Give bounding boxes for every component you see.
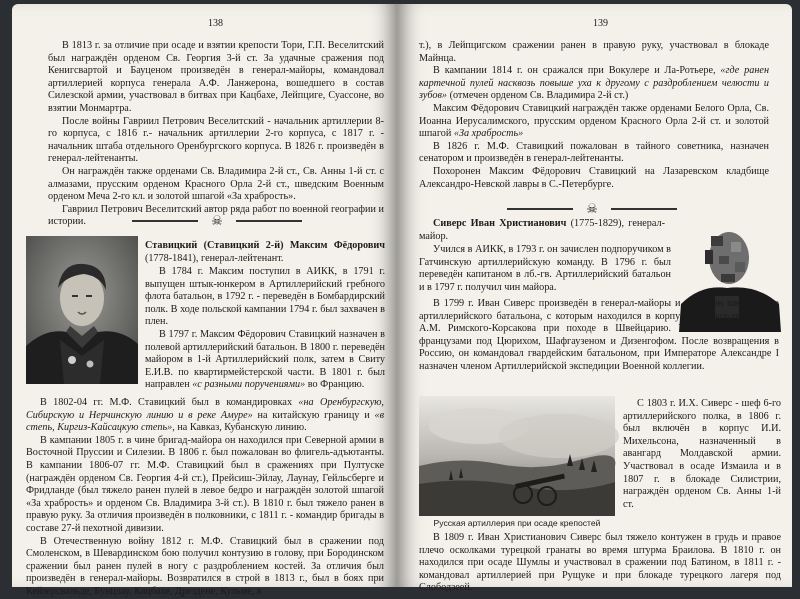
page-number-right: 139 xyxy=(593,18,608,29)
sivers-text-full xyxy=(419,298,779,374)
paragraph xyxy=(419,65,769,103)
paragraph: Учился в АИКК, в 1793 г. он зачислен подпоручиком в Гатчинскую артиллерийскую команду. В 1796 г. был переведён капитаном в лб.-гв. Артиллерийский батальон и в 1797 г. получил чин майора. xyxy=(419,244,671,293)
sivers-name: Сиверс Иван Христианович xyxy=(433,218,567,229)
paragraph-text: Максим Фёдорович Ставицкий награждён также орденами Белого Орла, Св. Иоанна Иерусалимского, прусским орденом Красного Орла 2-й ст. и золотой шпагой xyxy=(419,102,769,140)
left-intro-text xyxy=(48,40,384,229)
sivers-side-text xyxy=(623,398,781,511)
paragraph-text: на китайскую границу и xyxy=(252,409,375,421)
sivers-text-column xyxy=(419,244,671,294)
stavitsky-name: Ставицкий (Ставицкий 2-й) Максим Фёдорович xyxy=(145,240,385,251)
right-page xyxy=(397,4,792,594)
paragraph-text: (отмечен орденом Св. Владимира 2-й ст.) xyxy=(447,90,629,102)
quote: «где ранен картечной пулей насквозь повыше уха к другому с раздроблением челюсти и зубов» xyxy=(419,65,770,102)
photo-caption: Русская артиллерия при осаде крепостей xyxy=(433,518,601,528)
stavitsky-dates: (1778-1841), генерал-лейтенант. xyxy=(145,252,284,264)
paragraph: В 1809 г. Иван Христианович Сиверс был тяжело контужен в грудь и правое плечо осколками турецкой гранаты во время штурма Браилова. В 1810 г. он находился при осаде Шумлы и участвовал в сражении под Батином, в 1811 г. - командовал артиллерией при Рущуке и при блокаде турецкого лагеря под Слободзеей. xyxy=(419,532,781,594)
paragraph: В Отечественную войну 1812 г. М.Ф. Ставицкий был в сражении под Смоленском, в Шевардинском бою получил контузию в голову, при Бородинском сражении был ранен пулей в ногу с раздроблением костей. За отличия был произведён в генерал-майоры. Возвратился в строй в 1813 г., был в боях при Кейзерсвальде, Бунцлау, Кацбахе, Дрездене, Кульме, в xyxy=(26,535,384,597)
paragraph: В 1813 г. за отличие при осаде и взятии крепости Тори, Г.П. Веселитский был награждён орденом Св. Георгия 3-й ст. За удачные сражения под Кенигсвартой и Бауценом произведён в генерал-майоры, командовал артиллерией корпуса генерала А.Ф. Ланжерона, вошедшего в состав Силезской армии, участвовал в битвах при Кацбахе, Лейпциге, Суассоне, во взятии Монмартра. xyxy=(48,40,384,114)
section-divider xyxy=(132,214,302,228)
quote: «За храбрость» xyxy=(453,128,524,140)
paragraph xyxy=(26,397,384,435)
paragraph: С 1803 г. И.Х. Сиверс - шеф 6-го артиллерийского полка, в 1806 г. был включён в корпус И.И. Михельсона, назначенный в авангард Молдавской армии. Участвовал в осаде Измаила и в 1807 г. в блокаде Силистрии, награждён орденом Св. Анны 1-й ст. xyxy=(623,398,781,510)
section-divider xyxy=(507,202,677,216)
paragraph-text: В кампании 1814 г. он сражался при Вокулере и Ла-Ротьере, xyxy=(433,65,721,77)
sivers-dates: (1775-1829), генерал-майор. xyxy=(419,218,665,242)
quote: «в степь, Киргиз-Кайсацкую степь» xyxy=(26,409,384,434)
book-spread xyxy=(2,0,798,597)
stavitsky-heading xyxy=(145,240,385,265)
divider-line xyxy=(611,208,677,210)
quote: «с разными поручениями» xyxy=(192,379,306,391)
divider-line xyxy=(507,208,573,210)
divider-line xyxy=(236,220,302,222)
crossed-cannons-emblem-icon: ☠ xyxy=(586,201,598,216)
right-intro-text xyxy=(419,40,769,191)
paragraph: т.), в Лейпцигском сражении ранен в правую руку, участвовал в блокаде Майнца. xyxy=(419,40,769,64)
stavitsky-portrait xyxy=(26,236,138,384)
quote: «на Оренбургскую, Сибирскую и Нерчинскую линию и в реке Амуре» xyxy=(26,397,384,421)
artillery-siege-photo xyxy=(419,396,615,516)
sivers-heading xyxy=(419,218,665,243)
paragraph: После войны Гавриил Петрович Веселитский - начальник артиллерии 8-го корпуса, с 1816 г.- начальник артиллерии 2-го корпуса, с 1817 г. - начальник штаба отдельного Оренбургского корпуса. В 1826 г. произведён в генерал-лейтенанты. xyxy=(48,115,384,165)
paragraph xyxy=(419,103,769,141)
photo-image xyxy=(419,396,615,516)
paragraph-text: во Францию. xyxy=(305,379,365,391)
paragraph-text: , на Кавказ, Кубанскую линию. xyxy=(172,422,307,434)
paragraph-text: В 1797 г. Максим Фёдорович Ставицкий назначен в полевой артиллерийский батальон. В 1800 г. переведён майором в 1-й Артиллерийский полк, затем в Свиту Е.И.В. по квартирмейстерской части. В 1801 г. был направлен xyxy=(145,328,385,391)
paragraph: Он награждён также орденами Св. Владимира 2-й ст., Св. Анны 1-й ст. с алмазами, прусским орденом Красного Орла 2-й ст., шведским Военным орденом Меча 2-го кл. и золотой шпагой «За храбрость». xyxy=(48,165,384,203)
paragraph: В 1784 г. Максим поступил в АИКК, в 1791 г. выпущен штык-юнкером в Артиллерийский гребного флота батальон, в 1792 г. - переведён в Бомбардирский полк. В ходе польской кампании 1794 г. был захвачен в плен. xyxy=(145,266,385,328)
portrait-image xyxy=(26,236,138,384)
paragraph xyxy=(145,329,385,392)
crossed-cannons-emblem-icon: ☠ xyxy=(211,213,223,228)
paragraph-text: В 1802-04 гг. М.Ф. Ставицкий был в командировках xyxy=(40,397,299,408)
left-page xyxy=(12,4,397,597)
paragraph: Гавриил Петрович Веселитский автор ряда работ по военной географии и истории. xyxy=(48,203,384,228)
sivers-bottom-text xyxy=(419,532,781,595)
stavitsky-text-full xyxy=(26,397,384,599)
stavitsky-text-column xyxy=(145,266,385,392)
paragraph: В 1826 г. М.Ф. Ставицкий пожалован в тайного советника, назначен сенатором и произведён в генерал-лейтенанты. xyxy=(419,140,769,165)
paragraph: В кампании 1805 г. в чине бригад-майора он находился при Северной армии в Восточной Пруссии и Силезии. В 1806 г. был пожалован во флигель-адъютанты. В кампании 1806-07 гг. М.Ф. Ставицкий был в сражениях при Пултуске (награждён орденом Св. Георгия 4-й ст.), Прейсиш-Эйлау, Лаунау, Гейльсберге и Фридланде (был тяжело ранен пулей в левое бедро и награждён золотой шпагой «За храбрость» и орденом Св. Владимира 3-й ст.). В 1810 г. был тяжело ранен в правую руку. За отличия произведён в полковники, с 1811 г. - командир бригады в составе 27-й пехотной дивизии. xyxy=(26,434,384,534)
paragraph: Похоронен Максим Фёдорович Ставицкий на Лазаревском кладбище Александро-Невской лавры в С.-Петербурге. xyxy=(419,165,769,190)
page-number-left: 138 xyxy=(208,18,223,29)
divider-line xyxy=(132,220,198,222)
paragraph: В 1799 г. Иван Сиверс произведён в генерал-майоры и назначен шефом 9-го артиллерийского батальона, с которым находился в корпусе генерал-лейтенанта А.М. Римского-Корсакова при походе в Швейцарию. Участвовал в боях с французами под Цюрихом, Шафгаузеном и Дизенгофом. После возвращения в Россию, он командовал гвардейским батальоном, при Императоре Александре I назначен членом Артиллерийской экспедиции Военной коллегии. xyxy=(419,298,779,372)
